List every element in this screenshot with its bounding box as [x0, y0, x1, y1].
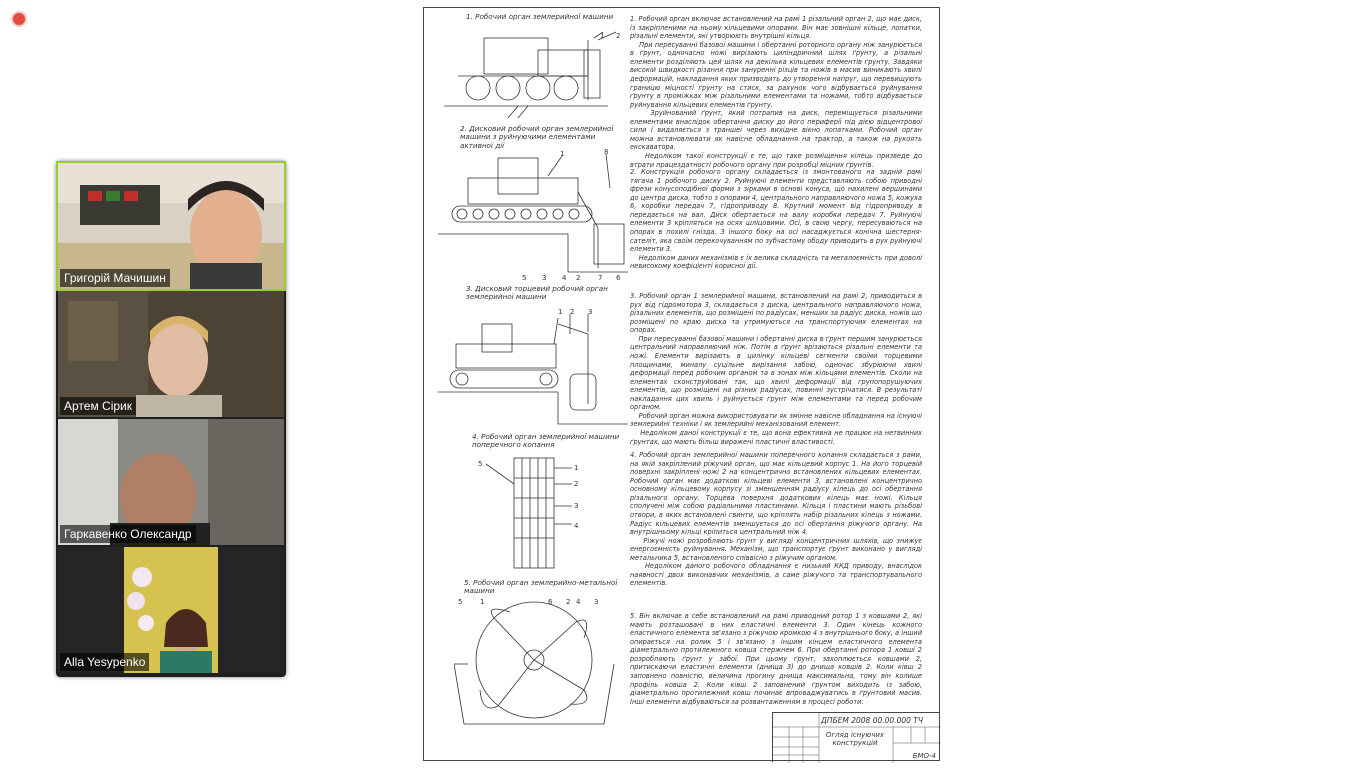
svg-text:5: 5 — [458, 598, 463, 606]
description-paragraph: 4. Робочий орган землерийної машини поперечного копання складається з рами, на якій закріплений ріжучий орган, що має кільцевий корпус 1. На його торцевій поверхні закріплені ножі 2 на концентрично встановлених кільцевих елементах. Робочий орган має додаткові кільцеві елементи 3, встановлені концентрично основному кільцевому корпусу зі зменшенням радіусу кілець до осі обертання різального органу. Торцева поверхня додаткових кілець має ножі. Кільця сполучені між собою радіальними пластинами. Кільця і пластини мають різьбові отвори, в яких встановлені гвинти, що кріплять набір різальних кілець з ножами. Радіус кільцевих елементів зменшується до осі обертання ріжучого органу. На внутрішньому кільці кріпиться центральний ніж 4. Ріжучі ножі розробляють ґрунт у вигляді концентричних шляхів, що знижує енергоємність руйнування. Механізм, що транспортує ґрунт виконано у вигляді метальника 5, встановленого співвісно з ріжучим органом. Недоліком даного робочого обладнання є низький ККД приводу, внаслідок наявності двох виконавчих механізмів, а саме ріжучого та транспортувального елементів. — [630, 451, 922, 588]
svg-text:5: 5 — [522, 274, 527, 282]
figure-caption: 2. Дисковий робочий орган землерийної машини з руйнуючими елементами активної дії — [460, 124, 614, 150]
recording-indicator-icon — [13, 13, 25, 25]
group-code: БМО-4 — [912, 752, 936, 760]
svg-text:7: 7 — [598, 274, 603, 282]
drawing-4 — [464, 454, 594, 574]
participant-tile[interactable] — [58, 291, 284, 417]
description-paragraph: 2. Конструкція робочого органу складається із змонтованого на задній рамі тягача 1 робочого диску 2. Руйнуючі елементи представляють собою приводні фрези конусоподібної форми з зірками в основі конуса, що нахилені вершинами до центра диска, тобто з опорами 4, центрального направляючого ножа 5, кожуха 6, коробки передач 7, гідроприводу 8. Крутний момент від гідроприводу в передається на вал. Диск обертається на валу коробки передач 7. Руйнуючі елементи 3 кріпляться на осях шліцовими. Осі, в свою чергу, пересуваються на опорах в похилі гнізда. З іншого боку на осі насаджується конічна шестерня-сателіт, яка своїм перекочуванням по зубчастому ободу приводить в рух руйнуючі елементи 3. Недоліком даних механізмів є їх велика складність та металоємність при доволі невисокому коефіцієнті корисної дії. — [630, 168, 922, 271]
svg-text:5: 5 — [478, 460, 483, 468]
participant-name: Гаркавенко Олександр — [60, 525, 196, 543]
svg-text:1: 1 — [574, 464, 579, 472]
figure-caption: 4. Робочий орган землерийної машини поперечного копання — [472, 432, 620, 450]
drawing-1 — [438, 30, 628, 120]
svg-text:3: 3 — [542, 274, 547, 282]
drawing-5 — [454, 594, 624, 750]
participant-tile[interactable] — [58, 419, 284, 545]
svg-text:3: 3 — [574, 502, 579, 510]
participant-tile[interactable] — [58, 547, 284, 673]
svg-text:4: 4 — [574, 522, 579, 530]
svg-text:2: 2 — [570, 308, 575, 316]
svg-text:6: 6 — [548, 598, 553, 606]
participant-tile[interactable] — [58, 163, 284, 289]
drawing-3 — [438, 304, 628, 429]
svg-text:1: 1 — [558, 308, 563, 316]
svg-text:2: 2 — [576, 274, 581, 282]
participant-name: Григорій Мачишин — [60, 269, 170, 287]
description-paragraph: 1. Робочий орган включає встановлений на рамі 1 різальний орган 2, що має диск, із закріпленими на ньому кільцевими опорами. Він має зовнішні кільце, лопатки, різальні елементи, які утворюють внутрішні кільця. При пересуванні базової машини і обертанні роторного органу ніж занурюється в ґрунт, одночасно ножі вирізають циліндричний шлях ґрунту, а різальні елементи розділяють цей шлях на декілька кільцевих елементів ґрунту. Завдяки високій швидкості різання при зануренні різців та ножів в масив виникають хвилі деформацій, накладання яких призводить до утворення напруг, що перевищують границю міцності ґрунту на стиск, за рахунок чого відбувається руйнування ґрунту в проміжках між різальними елементами та ножами, тобто відбувається руйнування кільцевих елементів ґрунту. Зруйнований ґрунт, який потрапив на диск, переміщується різальними елементами внаслідок обертання диску до його периферії під дією відцентрової сили і видаляється з траншеї через вихідне вікно лопатками. Робочий орган можна встановлювати як навісне обладнання на трактор, а також на рукоять екскаватора. Недоліком такої конструкції є те, що таке розміщення кілець призведе до втрати працездатності робочого органу при розробці міцних ґрунтів. — [630, 15, 922, 169]
description-paragraph: 3. Робочий орган 1 землерийної машини, встановлений на рамі 2, приводиться в рух від гідромотора 3, складається з диска, центрального направляючого ножа, різальних елементів, що розміщені по радіусах, менших за радіус диска, ножів що розміщені по краю диска та утримуються на транспортуючих елементах на опорах. При пересуванні базової машини і обертанні диска в ґрунт першим занурюється центральний направляючий ніж. Потім в ґрунт врізаються різальні елементи та ножі. Елементи вирізають в цилінку кільцеві сегменти своїми торцевими площинами, миналу суцільне вирізання забою, одночас збурюючи хвилі деформації перед робочим органом та в зонах між кільцями елементів. Сколи на елементах сконструйовані так, що хвилі деформації від групопорушуючих елементів, що розміщені на різних радіусах, повинні зустрічатися. В результаті накладання цих хвиль і руйнується ґрунт між елементами та перед робочим органом. Робочий орган можна використовувати як змінне навісне обладнання на існуючі землерийні техніки і як землерийні механізований елемент. Недоліком даної конструкції є те, що вона ефективна не працює на нетвинних ґрунтах, що мають більш виражені пластичні властивості. — [630, 292, 923, 446]
svg-text:1: 1 — [560, 150, 565, 158]
drawing-2 — [438, 148, 628, 283]
svg-text:4: 4 — [562, 274, 567, 282]
svg-text:8: 8 — [604, 148, 609, 156]
svg-text:3: 3 — [588, 308, 593, 316]
svg-text:1: 1 — [480, 598, 485, 606]
svg-text:2: 2 — [566, 598, 571, 606]
participant-video-panel — [56, 161, 286, 677]
shared-document — [423, 7, 940, 761]
figure-caption: 5. Робочий орган землерийно-метальної машини — [464, 578, 618, 596]
svg-text:1: 1 — [600, 32, 605, 40]
drawing-code: ДПБЕМ 2008 00.00.000 ТЧ — [821, 716, 923, 725]
drawing-title: Огляд існуючих конструкцій — [825, 731, 885, 748]
svg-text:6: 6 — [616, 274, 621, 282]
figure-caption: 1. Робочий орган землерийної машини — [466, 12, 614, 21]
svg-text:4: 4 — [576, 598, 581, 606]
participant-name: Артем Сірик — [60, 397, 136, 415]
svg-text:2: 2 — [574, 480, 579, 488]
svg-text:3: 3 — [594, 598, 599, 606]
participant-name: Alla Yesypenko — [60, 653, 149, 671]
description-paragraph: 5. Він включає в себе встановлений на рамі приводний ротор 1 з ковшами 2, які мають розташовані в них еластичні елементи 3. Один кінець кожного еластичного елемента зв'язано з ріжучою кромкою 4 з внутрішнього боку, а інший опирається на ролик 5 і зв'язано з іншим кінцем еластичного елемента діаметрально протилежного ковша стержнем 6. При обертанні ротора 1 ковші 2 розробляють ґрунт у забої. При цьому ґрунт, захоплюється ковшами 2, притискаючи еластичні елементи (днища 3) до днища ковшів 2. Коли ківш 2 заповнено повністю, величина прогину днища максимальна, тому він колише профіль ковша 2. Коли ківш 2 заповнений ґрунтом виходить із забою, діаметрально протилежний ковш починає впроваджуватись в ґрунтовий масив. Інші елементи відбуваються за розвантаженням в процесі роботи. — [630, 612, 925, 706]
figure-caption: 3. Дисковий торцевий робочий орган землерийної машини — [466, 284, 608, 302]
title-block — [772, 712, 940, 762]
svg-text:2: 2 — [616, 32, 621, 40]
